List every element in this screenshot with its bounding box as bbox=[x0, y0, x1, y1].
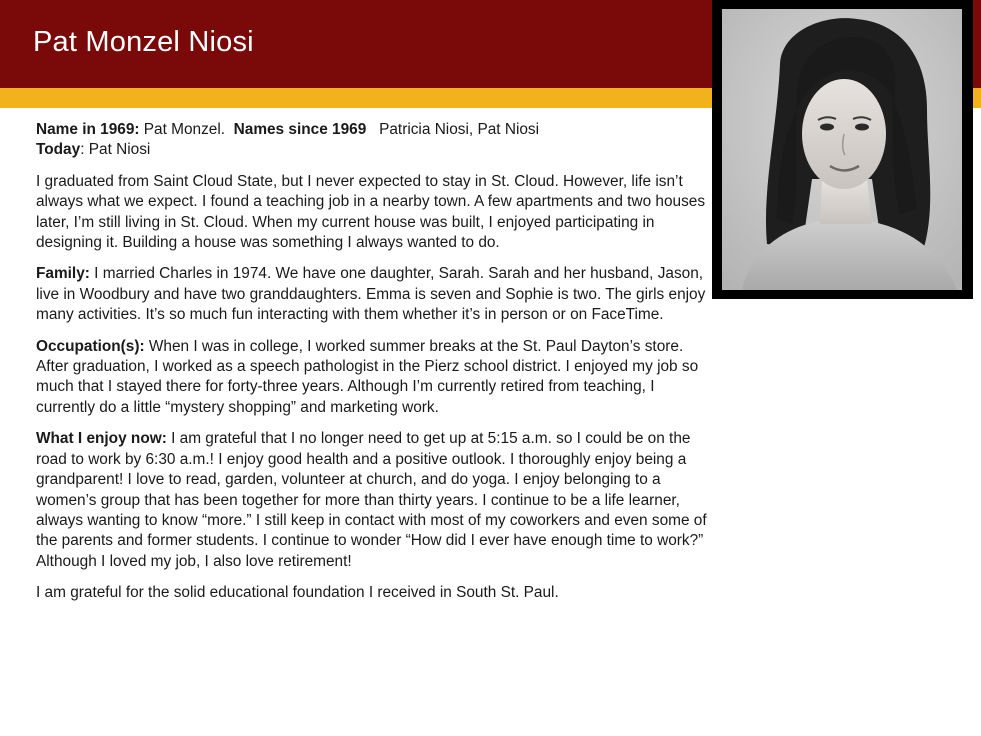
name-1969-label: Name in 1969: bbox=[36, 121, 140, 138]
names-line-1 bbox=[36, 120, 708, 140]
family-label: Family: bbox=[36, 265, 90, 283]
occupation-label: Occupation(s): bbox=[36, 337, 145, 355]
intro-paragraph: I graduated from Saint Cloud State, but I never expected to stay in St. Cloud. However, life isn’t always what we expect. I found a teaching job in a nearby town. A few apartments and two houses later, I’m still living in St. Cloud. When my current house was built, I enjoyed participating in designing it. Building a house was something I always wanted to do. bbox=[36, 172, 706, 252]
portrait-photo bbox=[722, 9, 962, 290]
names-line-2 bbox=[36, 140, 708, 160]
today-label: Today bbox=[36, 141, 81, 159]
profile-text bbox=[36, 120, 708, 615]
family-paragraph bbox=[36, 264, 708, 325]
enjoy-text: I am grateful that I no longer need to get up at 5:15 a.m. so I could be on the road to work by 6:30 a.m.! I enjoy good health and a positive outlook. I thoroughly enjoy being a grandparent! I love to read, garden, volunteer at church, and do yoga. I enjoy belonging to a women’s group that has been together for more than thirty years. I continue to be a life learner, always wanting to know “more.” I still keep in contact with most of my coworkers and even some of the parents and former students. I continue to wonder “How did I ever have enough time to work?” Although I loved my job, I also love retirement! bbox=[36, 430, 707, 570]
names-section bbox=[36, 120, 708, 161]
enjoy-label: What I enjoy now: bbox=[36, 430, 167, 448]
closing-paragraph: I am grateful for the solid educational foundation I received in South St. Paul. bbox=[36, 584, 559, 602]
name-1969-value: Pat Monzel. bbox=[143, 121, 226, 138]
names-since-label: Names since 1969 bbox=[233, 121, 367, 138]
occupation-paragraph bbox=[36, 337, 708, 419]
today-value: : Pat Niosi bbox=[80, 141, 151, 159]
page-title: Pat Monzel Niosi bbox=[33, 26, 254, 58]
names-since-value: Patricia Niosi, Pat Niosi bbox=[379, 121, 540, 138]
photo-frame bbox=[712, 0, 973, 299]
enjoy-paragraph bbox=[36, 429, 708, 572]
occupation-text: When I was in college, I worked summer breaks at the St. Paul Dayton’s store. After graduation, I worked as a speech pathologist in the Pierz school district. I enjoyed my job so much that I stayed there for forty-three years. Although I’m currently retired from teaching, I currently do a little “mystery shopping” and marketing work. bbox=[36, 337, 699, 416]
family-text: I married Charles in 1974. We have one daughter, Sarah. Sarah and her husband, Jason, live in Woodbury and have two granddaughters. Emma is seven and Sophie is two. The girls enjoy many activities. It’s so much fun interacting with them whether it’s in person or on FaceTime. bbox=[36, 265, 706, 324]
